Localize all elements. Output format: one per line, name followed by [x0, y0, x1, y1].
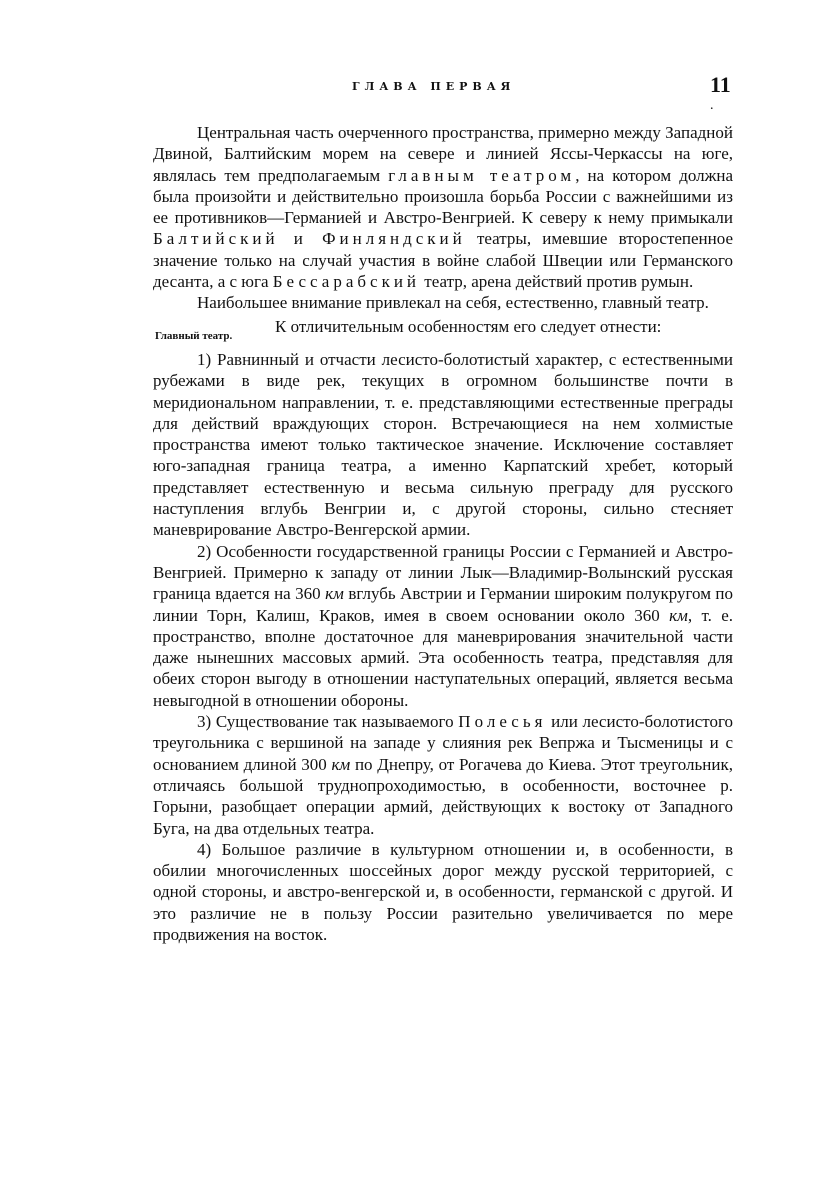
item3-unit-km: км [331, 754, 351, 774]
p1-text-e: театры, имевшие второстепенное значение только на случай участия в войне слабой Швеции или Германского десанта, а с юга [153, 229, 734, 292]
body-text [153, 122, 733, 945]
item2-unit-km-1: км [325, 584, 344, 604]
item2-unit-km-2: км [669, 605, 688, 625]
item2-text-a: 2) Особенности государственной границы России с Германией и Австро-Венгрией. Примерно к западу от линии Лык—Владимир-Волынский русская граница вдается на 360 [153, 541, 733, 604]
paragraph-1 [153, 122, 733, 292]
p1-text-g: театр, арена действий против румын. [424, 272, 694, 292]
p1-text-c: , на котором должна была произойти и действительно произошла борьба России с важнейшими из ее противников—Германией и Австро-Венгрией. К северу к нему примыкали [153, 165, 733, 228]
list-item-3 [153, 711, 733, 839]
item3-text-a: 3) Существование так называемого [197, 712, 454, 732]
item2-text-c: , т. е. пространство, вполне достаточное для маневрирования значительной части даже нынешних массовых армий. Эта особенность театра, представляя для обеих сторон выгоду в отношении наступательных операций, является весьма невыгодной в отношении обороны. [153, 605, 733, 710]
p1-spaced-baltic-finnish: Балтийский и Финляндский [153, 229, 466, 249]
page-number: 11 [710, 72, 731, 97]
list-item-4: 4) Большое различие в культурном отношении и, в особенности, в обилии многочисленных шоссейных дорог между русской территорией, с одной стороны, и австро-венгерской и, в особенности, германской с другой. И это различие не в пользу России разительно увеличивается по мере продвижения на восток. [153, 839, 733, 944]
item3-text-b: или лесисто-болотистого треугольника с вершиной на западе у слияния рек Вепржа и Тысменицы и с основанием длиной 300 [153, 712, 733, 774]
p1-spaced-bessarabian: Бессарабский [272, 272, 421, 292]
list-item-1: 1) Равнинный и отчасти лесисто-болотистый характер, с естественными рубежами в виде рек, текущих в огромном большинстве почти в меридиональном направлении, т. е. представляющими естественные преграды для действий враждующих сторон. Встречающиеся на нем холмистые пространства имеют только тактическое значение. Исключение составляет юго-западная граница театра, а именно Карпатский хребет, который представляет естественную и весьма сильную преграду для русского наступления вглубь Венгрии и, с другой стороны, сильно стесняет маневрирование Австро-Венгерской армии. [153, 349, 733, 540]
side-heading: Главный театр. [155, 329, 233, 342]
item2-text-b: вглубь Австрии и Германии широким полукругом по линии Торн, Калиш, Краков, имея в своем основании около 360 [153, 584, 733, 625]
list-item-2 [153, 541, 733, 711]
paragraph-2: Наибольшее внимание привлекал на себя, естественно, главный театр. [197, 293, 709, 313]
paragraph-3: К отличительным особенностям его следует отнести: [275, 316, 662, 336]
p1-text-a: Центральная часть очерченного пространства, примерно между Западной Двиной, Балтийским морем на севере и линией Яссы-Черкассы на юге, являлась тем предполагаемым [153, 123, 733, 185]
running-head: ГЛАВА ПЕРВАЯ [352, 80, 516, 93]
p1-spaced-main-theater: главным театром [388, 165, 576, 185]
item3-spaced-polesie: Полесья [458, 712, 547, 732]
page-mark: . [710, 98, 714, 113]
side-heading-block [153, 316, 733, 347]
item3-text-c: по Днепру, от Рогачева до Киева. Этот треугольник, отличаясь большой труднопроходимостью, в особенности, восточнее р. Горыни, разобщает операции армий, действующих к востоку от Западного Буга, на два отдельных театра. [153, 754, 733, 838]
